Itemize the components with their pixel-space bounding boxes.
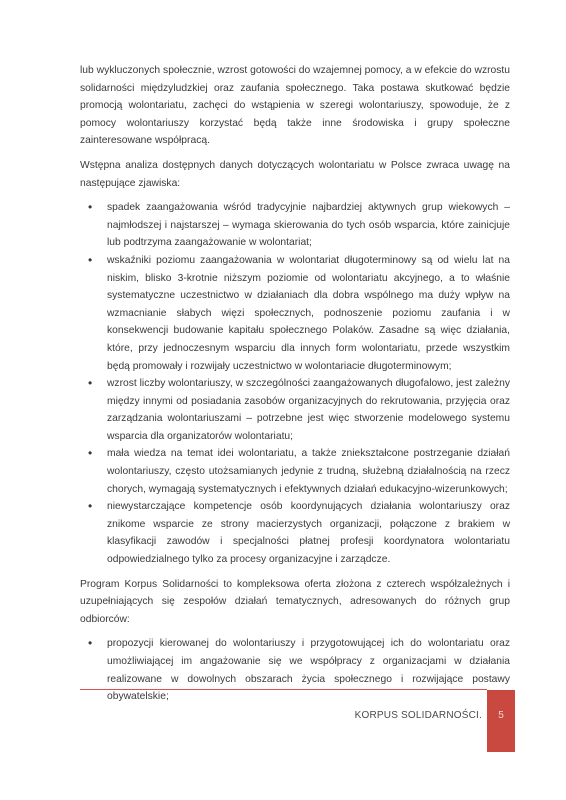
list-item-text: mała wiedza na temat idei wolontariatu, a także zniekształcone postrzeganie działań wolontariuszy, często utożsamianych jedynie z trudną, służebną działalnością na rzecz chorych, wymagają systematycznych i efektywnych działań edukacyjno-wizerunkowych;	[107, 448, 510, 495]
list-item	[80, 635, 510, 705]
bullet-icon: •	[88, 376, 93, 391]
list-item-text: wskaźniki poziomu zaangażowania w wolontariat długoterminowy są od wielu lat na niskim, blisko 3-krotnie niższym poziomie od wolontariatu akcyjnego, a to właśnie systematyczne uczestnictwo w działaniach dla dobra wspólnego ma duży wpływ na wzmacnianie słabych więzi społecznych, podnoszenie poziomu zaufania i w konsekwencji budowanie kapitału społecznego Polaków. Zasadne są więc działania, które, przy jednoczesnym wsparciu dla innych form wolontariatu, przede wszystkim będą promowały i rozwijały uczestnictwo w wolontariacie długoterminowym;	[107, 254, 510, 372]
list-item	[80, 252, 510, 375]
list-item-text: spadek zaangażowania wśród tradycyjnie najbardziej aktywnych grup wiekowych – najmłodszej i najstarszej – wymaga skierowania do tych osób wsparcia, które zainicjuje lub podtrzyma zaangażowanie w wolontariat;	[107, 202, 510, 249]
bullet-icon: •	[88, 499, 93, 514]
bullet-icon: •	[88, 252, 93, 267]
program-list	[80, 635, 510, 705]
footer-title: KORPUS SOLIDARNOŚCI.	[354, 710, 482, 721]
list-item	[80, 445, 510, 498]
bullet-icon: •	[88, 446, 93, 461]
list-item-text: propozycji kierowanej do wolontariuszy i przygotowującej ich do wolontariatu oraz umożliwiającej im angażowanie się we współpracy z organizacjami w działania realizowane w dowolnych obszarach życia społecznego i rozwijające postawy obywatelskie;	[107, 638, 510, 703]
bullet-icon: •	[88, 636, 93, 651]
page-number-box	[487, 690, 515, 752]
list-item-text: niewystarczające kompetencje osób koordynujących działania wolontariuszy oraz znikome wsparcie ze strony macierzystych organizacji, połączone z brakiem w klasyfikacji zawodów i specjalności płatnej profesji koordynatora wolontariatu odpowiedzialnego tylko za procesy organizacyjne i zarządcze.	[107, 501, 510, 566]
bullet-icon: •	[88, 200, 93, 215]
paragraph-program: Program Korpus Solidarności to kompleksowa oferta złożona z czterech współzależnych i uzupełniających się zespołów działań tematycznych, adresowanych do różnych grup odbiorców:	[80, 578, 510, 625]
paragraph-intro: lub wykluczonych społecznie, wzrost gotowości do wzajemnej pomocy, a w efekcie do wzrostu solidarności międzyludzkiej oraz zaufania społecznego. Taka postawa skutkować będzie promocją wolontariatu, zachęci do wstąpienia w szeregi wolontariuszy, spowoduje, że z pomocy wolontariuszy korzystać będą także inne środowiska i grupy społeczne zainteresowane współpracą.	[80, 65, 510, 147]
list-item	[80, 375, 510, 445]
list-item	[80, 199, 510, 252]
list-item	[80, 498, 510, 568]
page-number: 5	[498, 710, 504, 721]
body-text	[80, 62, 510, 713]
list-item-text: wzrost liczby wolontariuszy, w szczególności zaangażowanych długofalowo, jest zależny między innymi od posiadania zasobów organizacyjnych do rekrutowania, przyjęcia oraz zarządzania wolontariuszami – potrzebne jest więc stworzenie modelowego systemu wsparcia dla organizatorów wolontariatu;	[107, 378, 510, 442]
paragraph-analysis: Wstępna analiza dostępnych danych dotyczących wolontariatu w Polsce zwraca uwagę na następujące zjawiska:	[80, 159, 510, 189]
footer-divider	[80, 689, 487, 690]
phenomena-list	[80, 199, 510, 568]
